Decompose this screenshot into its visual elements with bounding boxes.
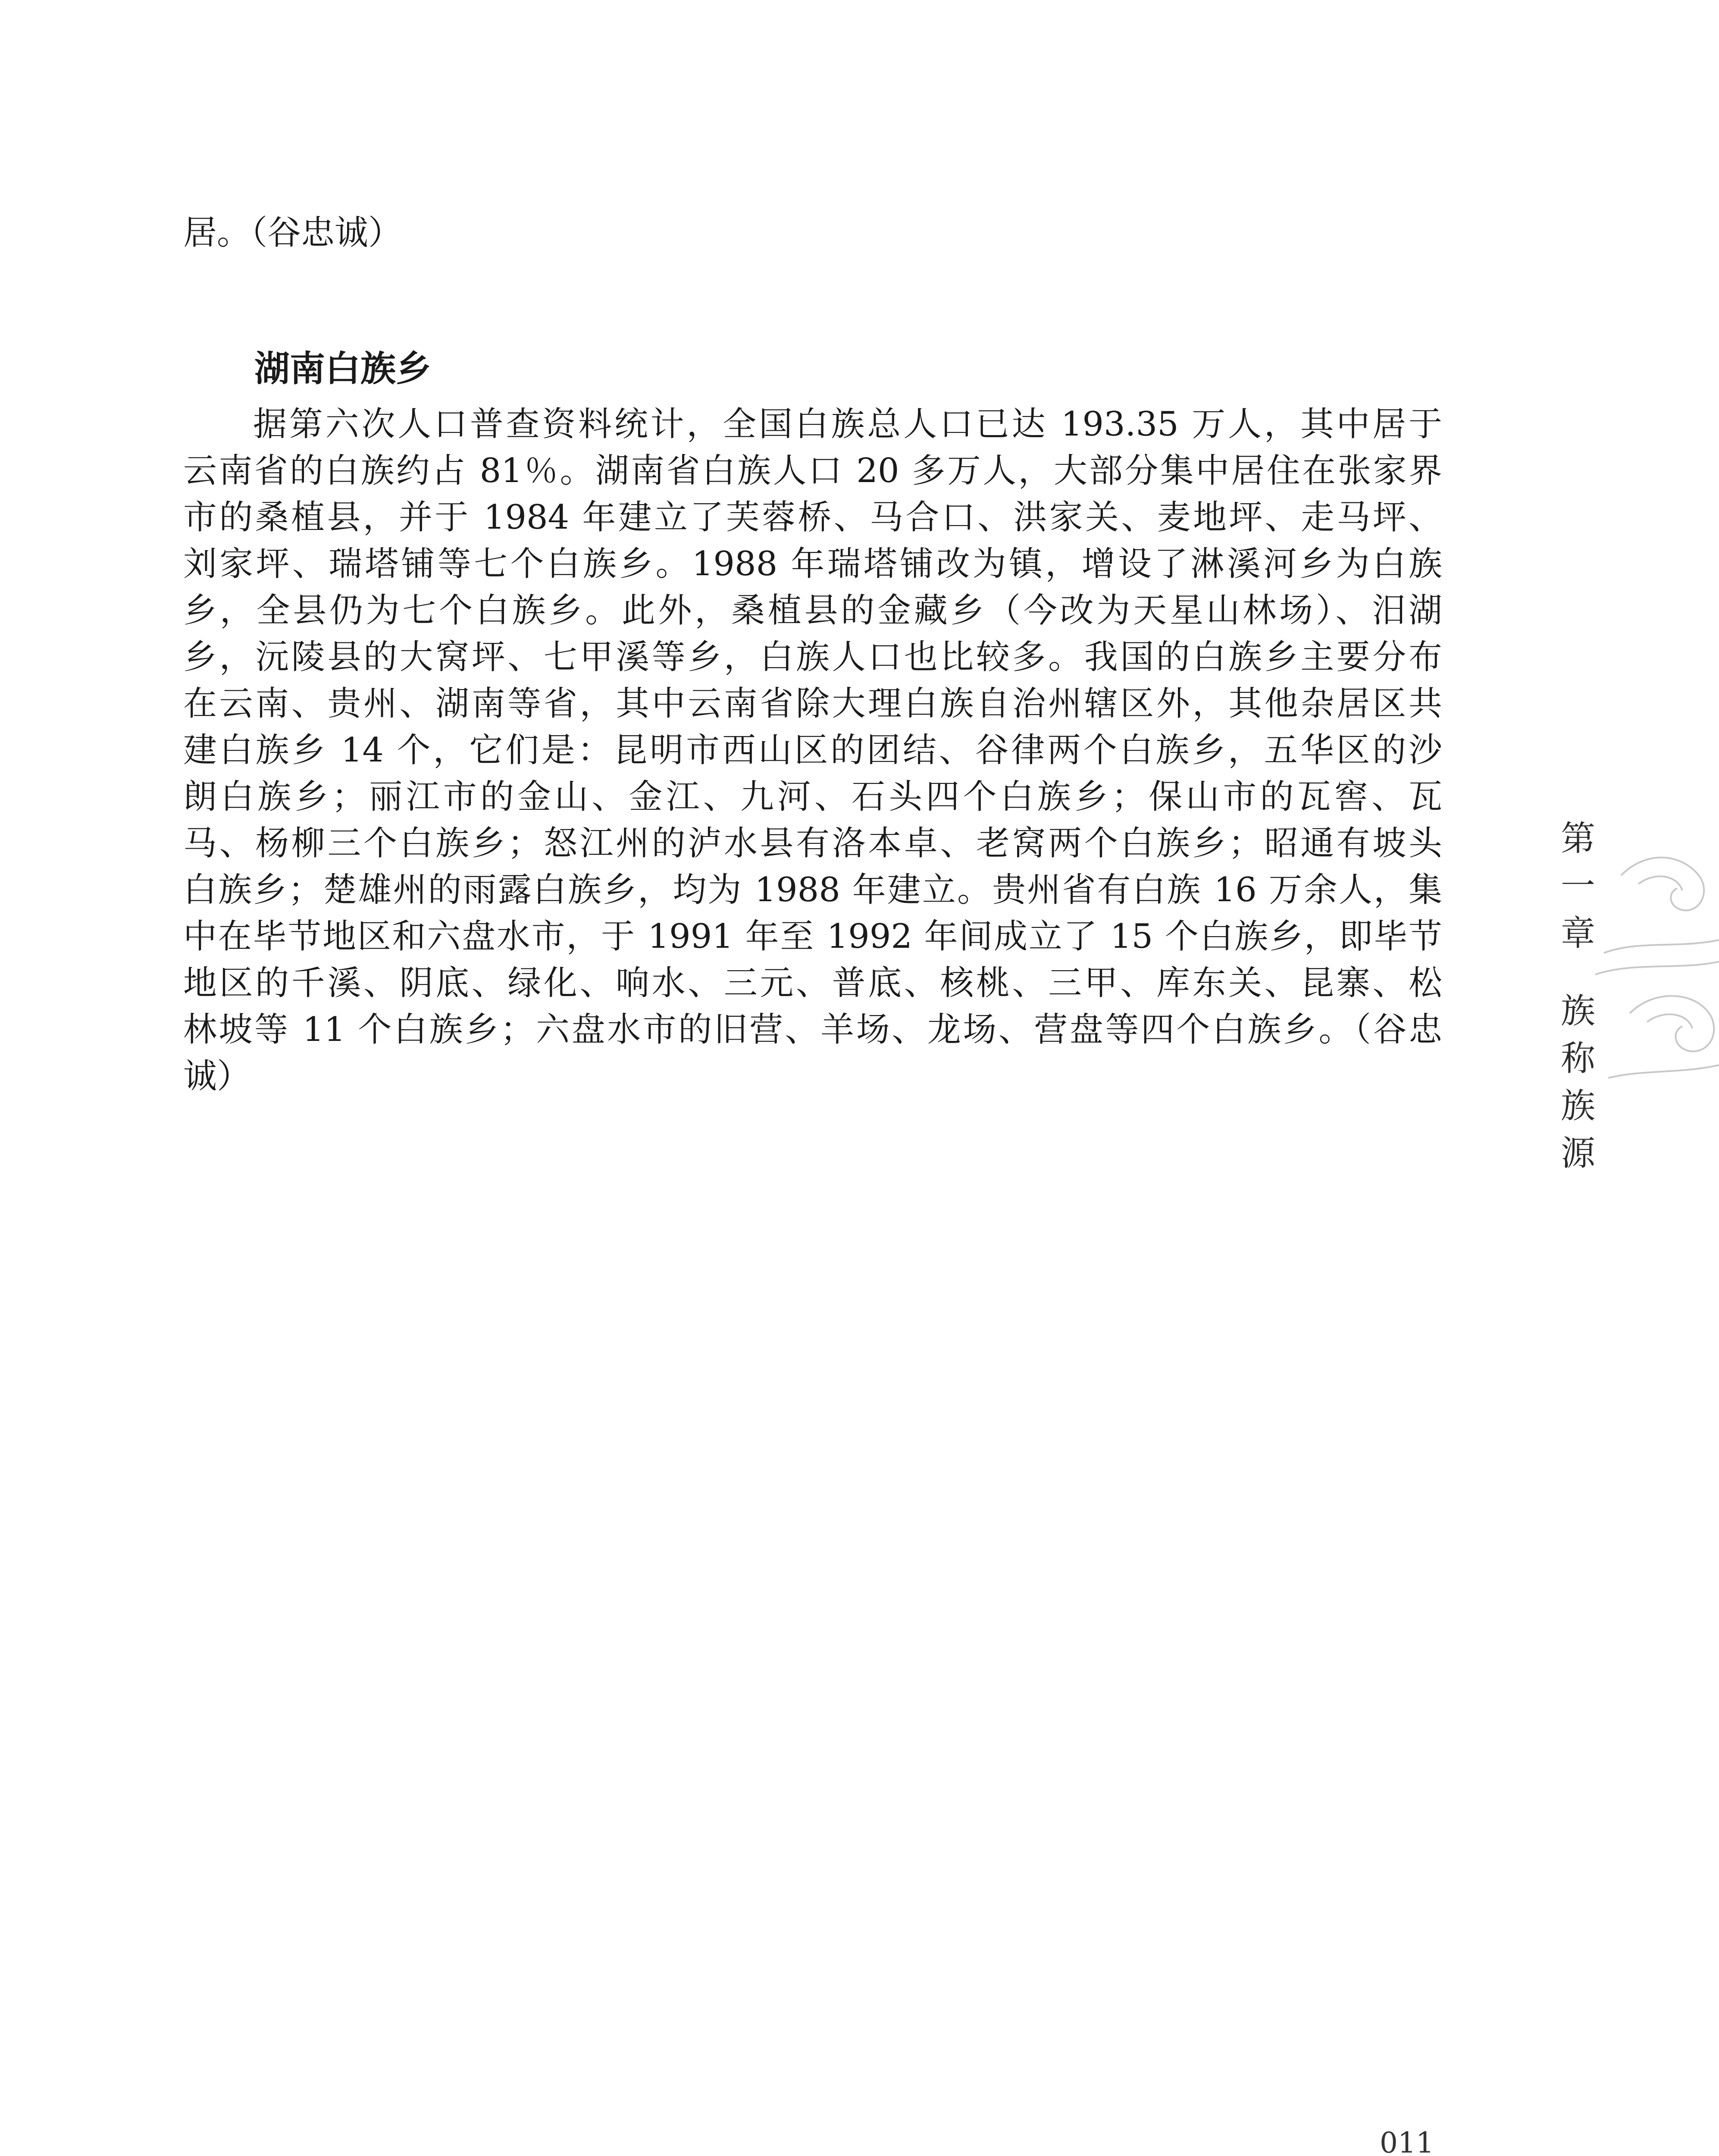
continuation-text: 居。（谷忠诚） <box>183 213 402 252</box>
chapter-title-char: 族 <box>1561 1086 1595 1126</box>
body-line: 林坡等 11 个白族乡；六盘水市的旧营、羊场、龙场、营盘等四个白族乡。（谷忠 <box>183 1010 1442 1049</box>
chapter-title-char: 源 <box>1561 1133 1595 1173</box>
body-line: 刘家坪、瑞塔铺等七个白族乡。1988 年瑞塔铺改为镇，增设了淋溪河乡为白族 <box>183 545 1442 583</box>
chapter-char: 一 <box>1561 866 1595 906</box>
chapter-title <box>1552 987 1604 1177</box>
chapter-char: 章 <box>1561 913 1595 953</box>
chapter-title-char: 称 <box>1561 1038 1595 1078</box>
body-line: 中在毕节地区和六盘水市，于 1991 年至 1992 年间成立了 15 个白族乡，即毕节 <box>183 917 1442 956</box>
body-line: 云南省的白族约占 81％。湖南省白族人口 20 多万人，大部分集中居住在张家界 <box>183 451 1442 490</box>
body-line: 据第六次人口普查资料统计，全国白族总人口已达 193.35 万人，其中居于 <box>253 405 1442 444</box>
body-line: 在云南、贵州、湖南等省，其中云南省除大理白族自治州辖区外，其他杂居区共 <box>183 684 1442 723</box>
chapter-tab <box>1552 815 1604 1177</box>
body-line: 乡，沅陵县的大窝坪、七甲溪等乡，白族人口也比较多。我国的白族乡主要分布 <box>183 638 1442 677</box>
body-line: 白族乡；楚雄州的雨露白族乡，均为 1988 年建立。贵州省有白族 16 万余人，集 <box>183 871 1442 909</box>
body-line: 乡，全县仍为七个白族乡。此外，桑植县的金藏乡（今改为天星山林场）、汨湖 <box>183 591 1442 630</box>
body-line: 马、杨柳三个白族乡；怒江州的泸水县有洛本卓、老窝两个白族乡；昭通有坡头 <box>183 824 1442 863</box>
page-number: 011 <box>1380 2126 1434 2156</box>
body-line: 诚） <box>183 1057 251 1096</box>
body-line: 地区的千溪、阴底、绿化、响水、三元、普底、核桃、三甲、库东关、昆寨、松 <box>183 964 1442 1003</box>
body-line: 市的桑植县，并于 1984 年建立了芙蓉桥、马合口、洪家关、麦地坪、走马坪、 <box>183 498 1442 537</box>
chapter-number <box>1552 815 1604 957</box>
chapter-title-char: 族 <box>1561 991 1595 1031</box>
body-line: 建白族乡 14 个，它们是：昆明市西山区的团结、谷律两个白族乡，五华区的沙 <box>183 731 1442 770</box>
chapter-char: 第 <box>1561 818 1595 859</box>
body-paragraph <box>183 401 1442 1100</box>
section-heading: 湖南白族乡 <box>254 348 432 389</box>
body-line: 朗白族乡；丽江市的金山、金江、九河、石头四个白族乡；保山市的瓦窖、瓦 <box>183 777 1442 816</box>
